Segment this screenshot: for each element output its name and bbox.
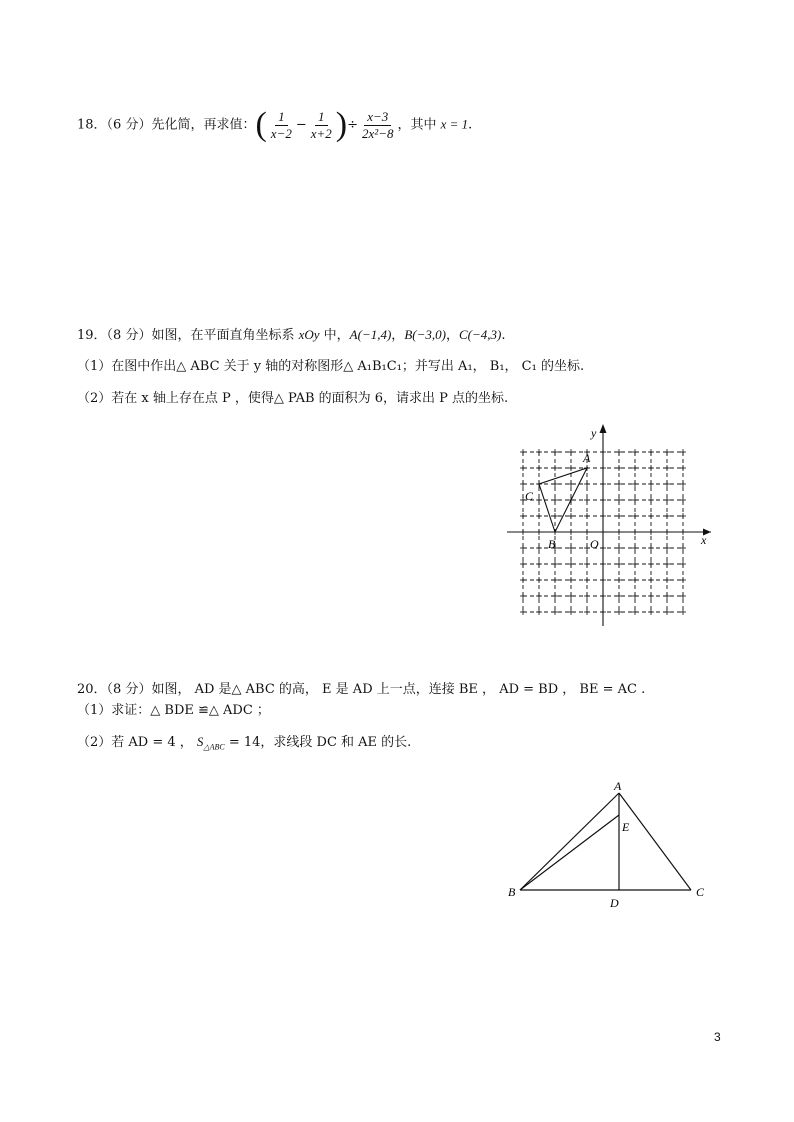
q18-condition: x = 1: [440, 116, 469, 132]
q18-end: .: [468, 117, 473, 133]
q19-xoy: xOy: [298, 327, 320, 342]
q19-part-1: （1）在图中作出△ ABC 关于 y 轴的对称图形△ A₁B₁C₁；并写出 A₁， B₁， C₁ 的坐标.: [77, 359, 585, 374]
q19-point-c: C(−4,3): [458, 327, 502, 342]
q19-point-b: B(−3,0): [404, 327, 446, 342]
y-axis-label: y: [591, 426, 597, 440]
fraction-2: $\frac{1}{x+2}$: [310, 108, 332, 141]
vertex-c-label: C: [696, 885, 705, 899]
separator: ，: [445, 328, 459, 343]
period: .: [501, 328, 506, 343]
q18-number: 18．: [77, 117, 107, 133]
origin-label: O: [590, 537, 599, 551]
fraction-1: $\frac{1}{x-2}$: [270, 108, 292, 141]
area-symbol: S: [196, 734, 204, 749]
minus-sign: −: [295, 117, 307, 133]
left-paren: (: [255, 106, 267, 143]
q19-part-2: （2）若在 x 轴上存在点 P ，使得△ PAB 的面积为 6，请求出 P 点的坐标.: [77, 391, 509, 406]
segment-ac: [619, 793, 691, 890]
vertex-b-label: B: [508, 885, 516, 899]
q20-stem-text: 如图， AD 是△ ABC 的高， E 是 AD 上一点，连接 BE ， AD = BD ， BE = AC .: [151, 682, 646, 697]
vertex-a-label: A: [614, 779, 622, 793]
q19-point-a: A(−1,4): [349, 327, 392, 342]
q20-part-2-a: （2）若 AD = 4 ，: [77, 735, 197, 750]
q20-part-2: [77, 733, 411, 757]
q18-tail: ，其中: [397, 117, 441, 133]
point-c-label: C: [525, 489, 534, 503]
q19-score: （8 分）: [106, 328, 152, 343]
q19-number: 19．: [77, 328, 107, 343]
segment-ab: [520, 793, 619, 890]
question-18: [77, 108, 472, 142]
point-a-label: A: [583, 451, 591, 465]
x-axis-label: x: [701, 533, 707, 547]
q20-part-1: （1）求证：△ BDE ≌△ ADC ；: [77, 703, 270, 718]
fraction-3: $\frac{x-3}{\text{2x²−8}}$: [362, 108, 394, 141]
question-19-stem: [77, 326, 505, 345]
separator: ，: [391, 328, 405, 343]
triangle-figure: [500, 775, 720, 915]
coordinate-grid-figure: [505, 420, 725, 630]
q19-stem-a: 如图，在平面直角坐标系: [151, 328, 299, 343]
right-paren: ): [335, 106, 348, 143]
q20-score: （8 分）: [106, 682, 152, 697]
q19-stem-b: 中，: [319, 328, 350, 343]
divide-sign: ÷: [347, 117, 359, 133]
point-d-label: D: [610, 896, 619, 910]
question-20-stem: [77, 681, 645, 699]
area-subscript: △ABC: [203, 742, 225, 752]
point-b-label: B: [548, 537, 556, 551]
q18-score: （6 分）: [106, 117, 152, 133]
q18-prompt: 先化简，再求值：: [151, 117, 256, 133]
page-number: 3: [714, 1030, 721, 1044]
y-axis-arrow: [600, 424, 607, 433]
q20-part-2-b: = 14，求线段 DC 和 AE 的长.: [224, 735, 412, 750]
point-e-label: E: [622, 820, 630, 834]
q20-number: 20．: [77, 682, 107, 697]
segment-be: [520, 815, 619, 890]
